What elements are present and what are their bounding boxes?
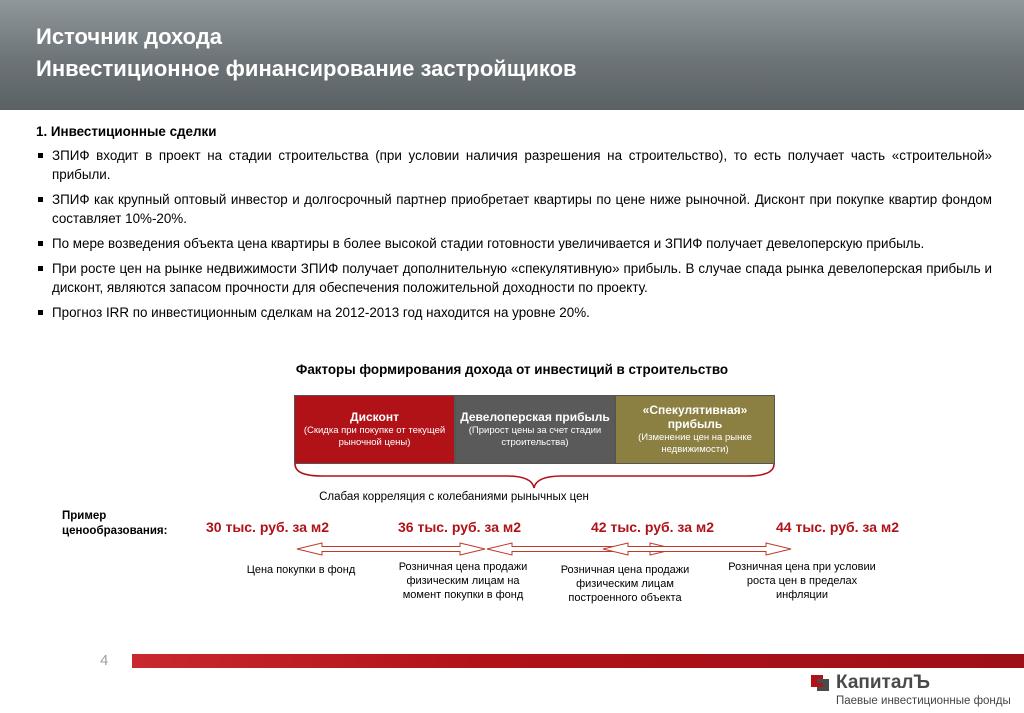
bullet-square-icon	[38, 153, 43, 158]
factors-title: Факторы формирования дохода от инвестиций в строительство	[295, 362, 729, 377]
bullet-square-icon	[38, 310, 43, 315]
footer-accent-bar	[132, 654, 1024, 668]
example-label-line1: Пример	[62, 510, 107, 522]
price-description-3: Розничная цена продажи физическим лицам построенного объекта	[560, 564, 690, 604]
bullet-text: ЗПИФ как крупный оптовый инвестор и долгосрочный партнер приобретает квартиры по цене ниже рыночной. Дисконт при покупке квартир фондом составляет 10%-20%.	[52, 192, 992, 226]
bullet-text: По мере возведения объекта цена квартиры в более высокой стадии готовности увеличивается и ЗПИФ получает девелоперскую прибыль.	[52, 236, 925, 251]
curly-brace-icon	[292, 462, 777, 490]
bullet-text: ЗПИФ входит в проект на стадии строительства (при условии наличия разрешения на строительство), то есть получает часть «строительной» прибыли.	[52, 148, 992, 182]
brand-name: КапиталЪ	[836, 672, 931, 693]
bullet-item	[36, 303, 992, 322]
developer-profit-box	[455, 395, 615, 464]
page-number: 4	[100, 652, 109, 669]
bullet-item	[36, 234, 992, 253]
bullet-text: При росте цен на рынке недвижимости ЗПИФ получает дополнительную «спекулятивную» прибыль. В случае спада рынка девелоперская прибыль и дисконт, являются запасом прочности для обеспечения положительной доходности по проекту.	[52, 261, 992, 295]
bullet-item	[36, 259, 992, 297]
example-label	[62, 509, 167, 539]
section-title: 1. Инвестиционные сделки	[36, 124, 217, 139]
price-description-4: Розничная цена при условии роста цен в пределах инфляции	[728, 561, 876, 601]
bullet-item	[36, 190, 992, 228]
developer-profit-box-title: Девелоперская прибыль	[460, 410, 610, 424]
price-1: 30 тыс. руб. за м2	[206, 519, 330, 535]
brand-logo-icon	[811, 673, 831, 693]
discount-box	[294, 395, 455, 464]
double-arrow-icon	[602, 541, 792, 557]
content-section	[36, 122, 992, 328]
double-arrow-icon	[296, 541, 486, 557]
bullet-square-icon	[38, 197, 43, 202]
speculative-profit-box-subtitle: (Изменение цен на рынке недвижимости)	[638, 432, 752, 455]
developer-profit-box-subtitle: (Прирост цены за счет стадии строительства)	[468, 425, 602, 448]
discount-box-subtitle: (Скидка при покупке от текущей рыночной цены)	[303, 425, 446, 448]
correlation-note: Слабая корреляция с колебаниями рынычных цен	[319, 491, 589, 503]
speculative-profit-box-title: «Спекулятивная» прибыль	[642, 403, 748, 431]
price-4: 44 тыс. руб. за м2	[776, 519, 900, 535]
slide-header	[0, 0, 1024, 110]
bullet-list	[36, 146, 992, 322]
bullet-square-icon	[38, 266, 43, 271]
speculative-profit-box	[615, 395, 775, 464]
discount-box-title: Дисконт	[350, 410, 399, 424]
bullet-square-icon	[38, 241, 43, 246]
price-3: 42 тыс. руб. за м2	[591, 519, 715, 535]
brand-subtitle: Паевые инвестиционные фонды	[836, 695, 1011, 707]
slide-title-line1: Источник дохода	[36, 24, 223, 49]
bullet-item	[36, 146, 992, 184]
price-2: 36 тыс. руб. за м2	[398, 519, 522, 535]
example-label-line2: ценообразования:	[62, 525, 168, 537]
bullet-text: Прогноз IRR по инвестиционным сделкам на 2012-2013 год находится на уровне 20%.	[52, 305, 590, 320]
price-description-2: Розничная цена продажи физическим лицам на момент покупки в фонд	[398, 561, 528, 601]
price-description-1: Цена покупки в фонд	[246, 564, 356, 576]
slide-title-line2: Инвестиционное финансирование застройщиков	[36, 56, 577, 81]
